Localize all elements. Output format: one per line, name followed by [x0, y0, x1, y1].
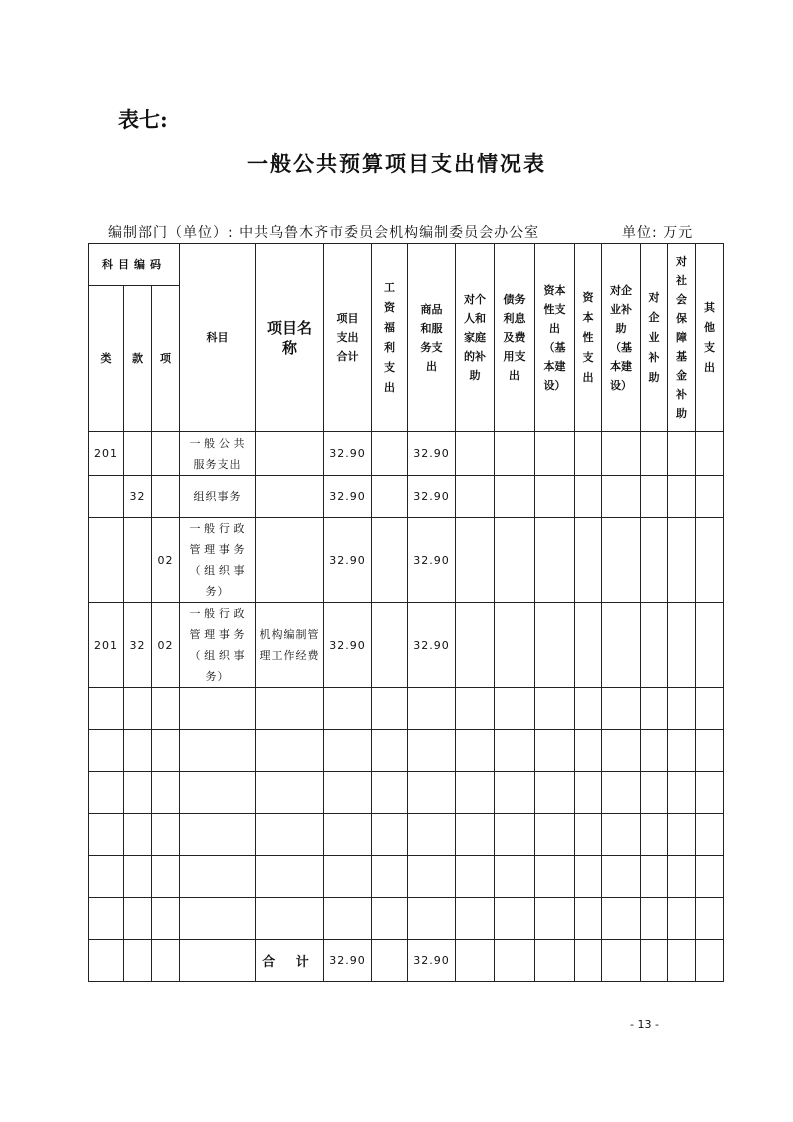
cell-empty [495, 476, 535, 518]
total-value: 32.90 [324, 940, 372, 982]
cell-project [256, 476, 324, 518]
empty-row [89, 772, 724, 814]
cell-empty [495, 518, 535, 603]
table-row [89, 518, 724, 603]
table-row [89, 476, 724, 518]
header-total: 项目支出合计 [324, 244, 372, 432]
cell-salary [372, 603, 408, 688]
header-debt-interest: 债务利息及费用支出 [495, 244, 535, 432]
header-xiang: 项 [152, 286, 180, 432]
cell-kuan [124, 432, 152, 476]
cell-empty [456, 603, 495, 688]
page-number: - 13 - [630, 1018, 659, 1031]
cell-empty [535, 476, 575, 518]
cell-empty [456, 432, 495, 476]
empty-row [89, 898, 724, 940]
cell-empty [602, 603, 641, 688]
cell-empty [668, 476, 696, 518]
cell-empty [535, 432, 575, 476]
cell-empty [495, 603, 535, 688]
cell-empty [641, 432, 668, 476]
cell-salary [372, 518, 408, 603]
cell-lei: 201 [89, 432, 124, 476]
cell-empty [535, 603, 575, 688]
cell-empty [456, 518, 495, 603]
header-subject: 科目 [180, 244, 256, 432]
cell-subject: 一般行政管理事务（组织事务） [180, 603, 256, 688]
page-title: 一般公共预算项目支出情况表 [247, 151, 546, 176]
cell-empty [696, 603, 724, 688]
cell-empty [495, 432, 535, 476]
cell-empty [535, 518, 575, 603]
header-other: 其他支出 [696, 244, 724, 432]
header-capital-basic: 资本性支出（基本建设） [535, 244, 575, 432]
cell-xiang: 02 [152, 518, 180, 603]
budget-table [88, 243, 724, 982]
cell-goods: 32.90 [408, 432, 456, 476]
department-line: 编制部门（单位）: 中共乌鲁木齐市委员会机构编制委员会办公室 [108, 225, 540, 241]
cell-total: 32.90 [324, 603, 372, 688]
header-enterprise-subsidy-basic: 对企业补助（基本建设） [602, 244, 641, 432]
cell-empty [696, 432, 724, 476]
empty-row [89, 688, 724, 730]
cell-xiang [152, 432, 180, 476]
total-label: 合 计 [256, 940, 324, 982]
cell-project: 机构编制管理工作经费 [256, 603, 324, 688]
header-personal-subsidy: 对个人和家庭的补助 [456, 244, 495, 432]
header-goods-services: 商品和服务支出 [408, 244, 456, 432]
cell-empty [668, 603, 696, 688]
cell-lei [89, 518, 124, 603]
table-row [89, 432, 724, 476]
cell-total: 32.90 [324, 476, 372, 518]
cell-empty [696, 476, 724, 518]
cell-lei: 201 [89, 603, 124, 688]
cell-lei [89, 476, 124, 518]
cell-empty [575, 603, 602, 688]
empty-row [89, 730, 724, 772]
cell-kuan: 32 [124, 603, 152, 688]
cell-empty [602, 432, 641, 476]
cell-subject: 组织事务 [180, 476, 256, 518]
cell-project [256, 432, 324, 476]
header-social-security: 对社会保障基金补助 [668, 244, 696, 432]
header-row-1 [89, 244, 724, 286]
cell-empty [575, 432, 602, 476]
cell-empty [641, 518, 668, 603]
cell-kuan [124, 518, 152, 603]
header-project-name: 项目名称 [256, 244, 324, 432]
table-row [89, 603, 724, 688]
empty-row [89, 856, 724, 898]
cell-subject: 一般行政管理事务（组织事务） [180, 518, 256, 603]
unit-line: 单位: 万元 [622, 225, 694, 241]
cell-empty [575, 476, 602, 518]
empty-row [89, 814, 724, 856]
header-salary-welfare: 工资福利支出 [372, 244, 408, 432]
header-lei: 类 [89, 286, 124, 432]
cell-salary [372, 476, 408, 518]
cell-subject: 一般公共服务支出 [180, 432, 256, 476]
cell-total: 32.90 [324, 432, 372, 476]
cell-kuan: 32 [124, 476, 152, 518]
cell-xiang: 02 [152, 603, 180, 688]
cell-empty [456, 476, 495, 518]
cell-empty [575, 518, 602, 603]
cell-empty [696, 518, 724, 603]
cell-total: 32.90 [324, 518, 372, 603]
cell-empty [641, 476, 668, 518]
header-enterprise-subsidy: 对企业补助 [641, 244, 668, 432]
header-code-group: 科目编码 [89, 244, 180, 286]
cell-xiang [152, 476, 180, 518]
table-label: 表七: [118, 107, 168, 132]
cell-goods: 32.90 [408, 603, 456, 688]
cell-empty [602, 518, 641, 603]
total-row [89, 940, 724, 982]
header-capital: 资本性支出 [575, 244, 602, 432]
header-kuan: 款 [124, 286, 152, 432]
cell-empty [602, 476, 641, 518]
cell-salary [372, 432, 408, 476]
total-goods: 32.90 [408, 940, 456, 982]
cell-empty [668, 432, 696, 476]
cell-goods: 32.90 [408, 476, 456, 518]
cell-empty [668, 518, 696, 603]
cell-goods: 32.90 [408, 518, 456, 603]
cell-project [256, 518, 324, 603]
cell-empty [641, 603, 668, 688]
